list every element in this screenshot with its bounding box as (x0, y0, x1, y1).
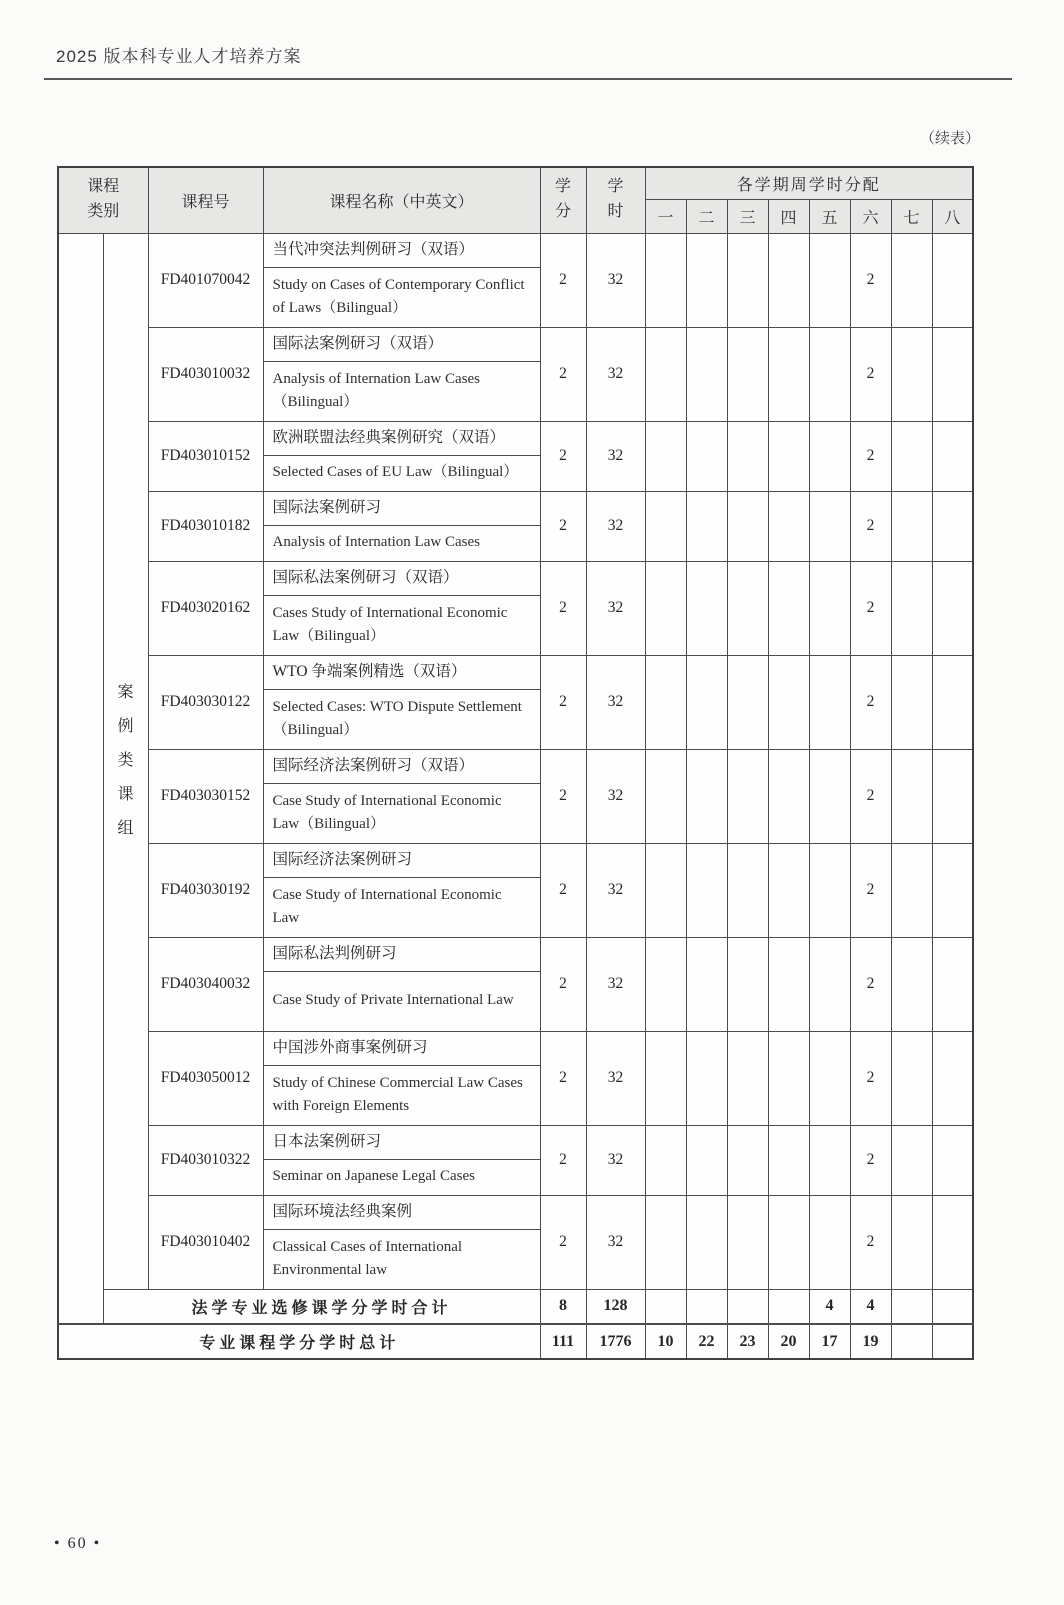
sem-cell (645, 561, 686, 655)
course-name-en: Case Study of International Economic Law（Bilingual） (263, 783, 540, 843)
page-number: • 60 • (54, 1535, 102, 1552)
sem-cell (645, 1031, 686, 1125)
sem-cell: 2 (850, 233, 891, 327)
sem-cell (891, 937, 932, 1031)
sem-cell (686, 937, 727, 1031)
course-name-en: Selected Cases: WTO Dispute Settlement（Bilingual） (263, 689, 540, 749)
sem-cell (768, 1031, 809, 1125)
sem-cell (809, 233, 850, 327)
subtotal-credits: 8 (540, 1289, 586, 1324)
hours-cell: 32 (586, 421, 645, 491)
sem-cell: 2 (850, 749, 891, 843)
sem-cell (686, 749, 727, 843)
sem-cell (727, 421, 768, 491)
col-header-semester-8: 八 (932, 199, 973, 233)
sem-cell (809, 749, 850, 843)
course-name-zh: 当代冲突法判例研习（双语） (263, 233, 540, 267)
sem-cell (686, 233, 727, 327)
sem-cell (768, 561, 809, 655)
sem-cell (768, 749, 809, 843)
sem-cell (645, 1125, 686, 1195)
credits-cell: 2 (540, 233, 586, 327)
course-no-cell: FD403040032 (148, 937, 263, 1031)
total-hours: 1776 (586, 1324, 645, 1359)
course-no-cell: FD403030122 (148, 655, 263, 749)
course-row (58, 1125, 973, 1159)
sem-cell (645, 1289, 686, 1324)
sem-cell: 2 (850, 1195, 891, 1289)
course-no-cell: FD403010402 (148, 1195, 263, 1289)
category-outer-cell (58, 233, 103, 1324)
hours-cell: 32 (586, 233, 645, 327)
sem-cell: 2 (850, 1031, 891, 1125)
credits-cell: 2 (540, 327, 586, 421)
sem-cell (891, 1195, 932, 1289)
sem-cell: 23 (727, 1324, 768, 1359)
sem-cell (727, 749, 768, 843)
col-header-semester-1: 一 (645, 199, 686, 233)
course-name-en: Case Study of International Economic Law (263, 877, 540, 937)
col-header-semester-3: 三 (727, 199, 768, 233)
course-row (58, 561, 973, 595)
sem-cell (891, 749, 932, 843)
sem-cell (768, 233, 809, 327)
subtotal-label: 法学专业选修课学分学时合计 (103, 1289, 540, 1324)
course-row (58, 937, 973, 971)
sem-cell (809, 655, 850, 749)
credits-cell: 2 (540, 843, 586, 937)
credits-cell: 2 (540, 421, 586, 491)
sem-cell (727, 655, 768, 749)
sem-cell (645, 749, 686, 843)
sem-cell (768, 421, 809, 491)
sem-cell (809, 327, 850, 421)
sem-cell (891, 1289, 932, 1324)
sem-cell (768, 1195, 809, 1289)
sem-cell (727, 233, 768, 327)
sem-cell (809, 937, 850, 1031)
course-no-cell: FD403030152 (148, 749, 263, 843)
sem-cell (645, 843, 686, 937)
sem-cell (932, 233, 973, 327)
sem-cell (932, 561, 973, 655)
sem-cell (891, 491, 932, 561)
sem-cell (645, 233, 686, 327)
col-header-semester-6: 六 (850, 199, 891, 233)
sem-cell (932, 937, 973, 1031)
sem-cell (645, 421, 686, 491)
col-header-hours-label: 学时 (607, 178, 624, 221)
sem-cell (727, 1031, 768, 1125)
sem-cell (891, 843, 932, 937)
sem-cell (891, 233, 932, 327)
course-name-zh: 国际私法判例研习 (263, 937, 540, 971)
sem-cell (768, 1125, 809, 1195)
sem-cell (932, 1324, 973, 1359)
sem-cell (809, 561, 850, 655)
course-row (58, 233, 973, 267)
sem-cell (932, 843, 973, 937)
sem-cell (932, 1031, 973, 1125)
col-header-credits-label: 学分 (554, 178, 571, 221)
sem-cell (727, 1195, 768, 1289)
course-name-en: Seminar on Japanese Legal Cases (263, 1159, 540, 1195)
table-header-row-1 (58, 167, 973, 199)
subtotal-hours: 128 (586, 1289, 645, 1324)
sem-cell (645, 491, 686, 561)
sem-cell (932, 1195, 973, 1289)
sem-cell (645, 937, 686, 1031)
course-row (58, 421, 973, 455)
document-header-title: 2025 版本科专业人才培养方案 (56, 47, 302, 66)
course-no-cell: FD403010322 (148, 1125, 263, 1195)
sem-cell (768, 843, 809, 937)
course-name-zh: 国际经济法案例研习 (263, 843, 540, 877)
sem-cell (645, 327, 686, 421)
col-header-semester-2: 二 (686, 199, 727, 233)
sem-cell (727, 1289, 768, 1324)
credits-cell: 2 (540, 749, 586, 843)
col-header-semester-4: 四 (768, 199, 809, 233)
sem-cell (768, 491, 809, 561)
sem-cell (932, 421, 973, 491)
sem-cell (932, 491, 973, 561)
sem-cell (891, 1125, 932, 1195)
sem-cell (891, 655, 932, 749)
sem-cell (809, 1125, 850, 1195)
sem-cell: 2 (850, 655, 891, 749)
sem-cell (809, 421, 850, 491)
credits-cell: 2 (540, 655, 586, 749)
sem-cell (809, 491, 850, 561)
sem-cell (727, 1125, 768, 1195)
col-header-category (58, 167, 148, 233)
curriculum-table (57, 166, 974, 1360)
sem-cell: 4 (809, 1289, 850, 1324)
course-name-zh: 国际法案例研习 (263, 491, 540, 525)
sem-cell (686, 1031, 727, 1125)
sem-cell: 4 (850, 1289, 891, 1324)
sem-cell: 19 (850, 1324, 891, 1359)
sem-cell (686, 655, 727, 749)
course-name-en: Selected Cases of EU Law（Bilingual） (263, 455, 540, 491)
category-group-label: 案例类课组 (117, 684, 134, 837)
sem-cell (891, 421, 932, 491)
course-row (58, 327, 973, 361)
credits-cell: 2 (540, 937, 586, 1031)
course-row (58, 1031, 973, 1065)
sem-cell (686, 1125, 727, 1195)
hours-cell: 32 (586, 327, 645, 421)
course-no-cell: FD403010032 (148, 327, 263, 421)
sem-cell (727, 561, 768, 655)
credits-cell: 2 (540, 1195, 586, 1289)
sem-cell (932, 749, 973, 843)
course-name-zh: 国际环境法经典案例 (263, 1195, 540, 1229)
course-no-cell: FD403030192 (148, 843, 263, 937)
col-header-course-no: 课程号 (148, 167, 263, 233)
course-name-zh: 日本法案例研习 (263, 1125, 540, 1159)
sem-cell (891, 1031, 932, 1125)
sem-cell (932, 655, 973, 749)
credits-cell: 2 (540, 491, 586, 561)
sem-cell (727, 937, 768, 1031)
credits-cell: 2 (540, 1031, 586, 1125)
subtotal-row (58, 1289, 973, 1324)
sem-cell (768, 1289, 809, 1324)
total-label: 专业课程学分学时总计 (58, 1324, 540, 1359)
hours-cell: 32 (586, 937, 645, 1031)
sem-cell (686, 421, 727, 491)
sem-cell (727, 327, 768, 421)
col-header-credits (540, 167, 586, 233)
hours-cell: 32 (586, 843, 645, 937)
sem-cell (645, 655, 686, 749)
sem-cell (686, 327, 727, 421)
sem-cell (686, 1289, 727, 1324)
sem-cell (768, 655, 809, 749)
sem-cell (891, 561, 932, 655)
sem-cell (768, 937, 809, 1031)
sem-cell (686, 1195, 727, 1289)
credits-cell: 2 (540, 1125, 586, 1195)
sem-cell: 2 (850, 491, 891, 561)
sem-cell: 2 (850, 327, 891, 421)
col-header-course-name: 课程名称（中英文） (263, 167, 540, 233)
course-no-cell: FD401070042 (148, 233, 263, 327)
sem-cell: 2 (850, 843, 891, 937)
sem-cell (932, 327, 973, 421)
course-row (58, 1195, 973, 1229)
course-name-en: Cases Study of International Economic Law（Bilingual） (263, 595, 540, 655)
hours-cell: 32 (586, 1031, 645, 1125)
sem-cell (727, 491, 768, 561)
sem-cell (645, 1195, 686, 1289)
sem-cell (809, 1031, 850, 1125)
hours-cell: 32 (586, 1125, 645, 1195)
sem-cell: 20 (768, 1324, 809, 1359)
col-header-semester-group: 各学期周学时分配 (645, 167, 973, 199)
course-name-zh: 欧洲联盟法经典案例研究（双语） (263, 421, 540, 455)
course-name-en: Analysis of Internation Law Cases (263, 525, 540, 561)
course-name-zh: WTO 争端案例精选（双语） (263, 655, 540, 689)
course-no-cell: FD403020162 (148, 561, 263, 655)
sem-cell (727, 843, 768, 937)
sem-cell (932, 1125, 973, 1195)
sem-cell (768, 327, 809, 421)
col-header-category-label: 课程类别 (87, 178, 120, 221)
continued-table-note: （续表） (919, 131, 980, 147)
sem-cell: 17 (809, 1324, 850, 1359)
course-name-en: Analysis of Internation Law Cases（Bilingual） (263, 361, 540, 421)
sem-cell (891, 1324, 932, 1359)
course-row (58, 843, 973, 877)
course-name-en: Case Study of Private International Law (263, 971, 540, 1031)
col-header-hours (586, 167, 645, 233)
hours-cell: 32 (586, 491, 645, 561)
course-row (58, 749, 973, 783)
credits-cell: 2 (540, 561, 586, 655)
header-divider-rule (44, 78, 1012, 80)
sem-cell: 22 (686, 1324, 727, 1359)
sem-cell (932, 1289, 973, 1324)
sem-cell: 2 (850, 1125, 891, 1195)
sem-cell (686, 491, 727, 561)
course-no-cell: FD403050012 (148, 1031, 263, 1125)
total-credits: 111 (540, 1324, 586, 1359)
sem-cell (891, 327, 932, 421)
sem-cell (686, 843, 727, 937)
course-name-zh: 国际经济法案例研习（双语） (263, 749, 540, 783)
col-header-semester-5: 五 (809, 199, 850, 233)
hours-cell: 32 (586, 749, 645, 843)
hours-cell: 32 (586, 561, 645, 655)
total-row (58, 1324, 973, 1359)
course-no-cell: FD403010182 (148, 491, 263, 561)
col-header-semester-7: 七 (891, 199, 932, 233)
course-name-en: Study on Cases of Contemporary Conflict of Laws（Bilingual） (263, 267, 540, 327)
hours-cell: 32 (586, 655, 645, 749)
sem-cell: 2 (850, 421, 891, 491)
category-group-cell (103, 233, 148, 1289)
sem-cell (809, 1195, 850, 1289)
course-name-zh: 中国涉外商事案例研习 (263, 1031, 540, 1065)
sem-cell: 2 (850, 561, 891, 655)
course-name-en: Classical Cases of International Environmental law (263, 1229, 540, 1289)
sem-cell: 2 (850, 937, 891, 1031)
sem-cell: 10 (645, 1324, 686, 1359)
course-name-zh: 国际法案例研习（双语） (263, 327, 540, 361)
sem-cell (809, 843, 850, 937)
course-name-en: Study of Chinese Commercial Law Cases with Foreign Elements (263, 1065, 540, 1125)
sem-cell (686, 561, 727, 655)
course-row (58, 655, 973, 689)
course-name-zh: 国际私法案例研习（双语） (263, 561, 540, 595)
course-no-cell: FD403010152 (148, 421, 263, 491)
course-row (58, 491, 973, 525)
hours-cell: 32 (586, 1195, 645, 1289)
